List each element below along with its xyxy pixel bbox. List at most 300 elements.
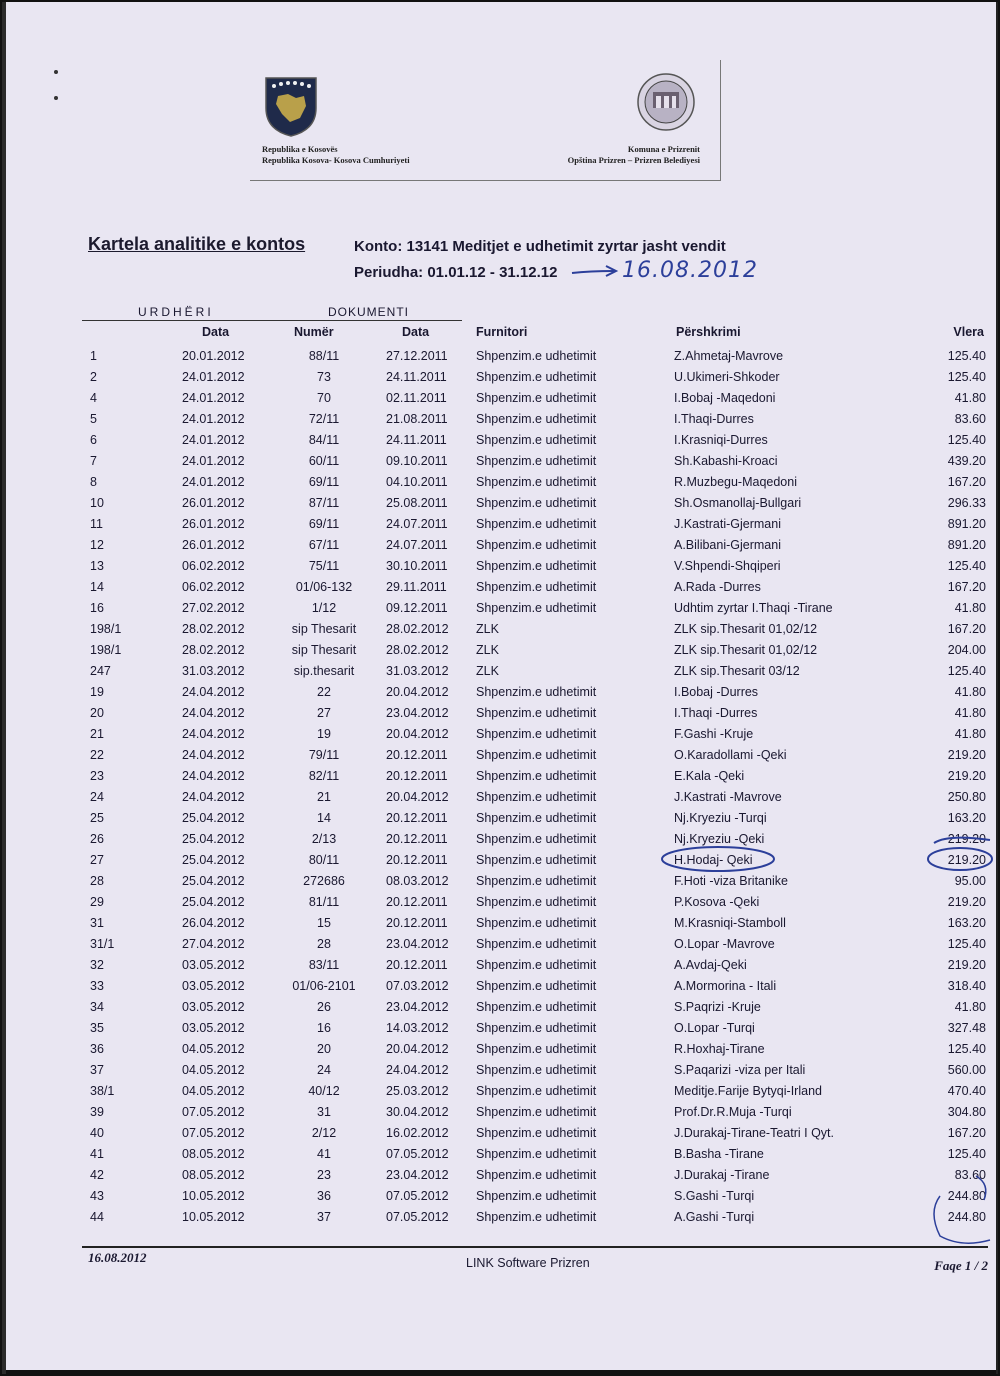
- row-description: F.Hoti -viza Britanike: [674, 874, 788, 888]
- row-supplier: Shpenzim.e udhetimit: [476, 1126, 597, 1140]
- row-doc-date: 24.07.2011: [386, 517, 448, 531]
- column-header-numer: Numër: [294, 325, 334, 339]
- row-doc-date: 28.02.2012: [386, 622, 449, 636]
- row-date: 24.04.2012: [182, 685, 245, 699]
- row-doc-number: 15: [317, 916, 331, 930]
- punch-hole: [54, 96, 58, 100]
- periudha-line: Periudha: 01.01.12 - 31.12.12: [354, 264, 558, 281]
- row-supplier: Shpenzim.e udhetimit: [476, 832, 597, 846]
- row-value: 219.20: [947, 748, 986, 762]
- row-doc-number: 1/12: [311, 601, 337, 615]
- row-description: R.Hoxhaj-Tirane: [674, 1042, 765, 1056]
- row-value: 219.20: [947, 958, 986, 972]
- row-number: 37: [90, 1063, 104, 1077]
- row-value: 219.20: [947, 853, 986, 867]
- row-supplier: ZLK: [476, 622, 499, 636]
- row-doc-date: 20.04.2012: [386, 727, 449, 741]
- row-number: 7: [90, 454, 97, 468]
- row-doc-number: 73: [317, 370, 331, 384]
- row-description: I.Krasniqi-Durres: [674, 433, 768, 447]
- row-supplier: Shpenzim.e udhetimit: [476, 433, 597, 447]
- row-doc-date: 07.05.2012: [386, 1189, 449, 1203]
- row-date: 26.01.2012: [182, 517, 245, 531]
- row-number: 4: [90, 391, 97, 405]
- row-description: J.Durakaj-Tirane-Teatri I Qyt.: [674, 1126, 834, 1140]
- row-number: 19: [90, 685, 104, 699]
- row-date: 25.04.2012: [182, 874, 245, 888]
- row-value: 125.40: [947, 1147, 986, 1161]
- row-description: M.Krasniqi-Stamboll: [674, 916, 786, 930]
- group-underline: [82, 320, 462, 321]
- row-description: Meditje.Farije Bytyqi-Irland: [674, 1084, 822, 1098]
- row-supplier: Shpenzim.e udhetimit: [476, 517, 597, 531]
- table-row: [0, 577, 1000, 598]
- row-doc-number: 60/11: [308, 454, 340, 468]
- footer-software: LINK Software Prizren: [466, 1256, 590, 1270]
- row-date: 31.03.2012: [182, 664, 245, 678]
- table-row: [0, 1144, 1000, 1165]
- row-date: 08.05.2012: [182, 1147, 245, 1161]
- column-header-vlera: Vlera: [953, 325, 984, 339]
- row-supplier: Shpenzim.e udhetimit: [476, 727, 597, 741]
- row-number: 40: [90, 1126, 104, 1140]
- row-supplier: Shpenzim.e udhetimit: [476, 958, 597, 972]
- row-description: Prof.Dr.R.Muja -Turqi: [674, 1105, 792, 1119]
- row-supplier: Shpenzim.e udhetimit: [476, 1105, 597, 1119]
- row-doc-number: 37: [317, 1210, 331, 1224]
- row-date: 25.04.2012: [182, 853, 245, 867]
- row-doc-date: 20.12.2011: [386, 769, 448, 783]
- row-value: 95.00: [954, 874, 986, 888]
- row-number: 35: [90, 1021, 104, 1035]
- row-supplier: Shpenzim.e udhetimit: [476, 937, 597, 951]
- table-row: [0, 430, 1000, 451]
- row-number: 43: [90, 1189, 104, 1203]
- row-doc-number: 87/11: [308, 496, 340, 510]
- table-row: [0, 451, 1000, 472]
- row-doc-number: sip.thesarit: [293, 664, 355, 678]
- table-row: [0, 514, 1000, 535]
- row-supplier: Shpenzim.e udhetimit: [476, 1147, 597, 1161]
- row-supplier: Shpenzim.e udhetimit: [476, 769, 597, 783]
- row-value: 41.80: [954, 1000, 986, 1014]
- row-value: 167.20: [947, 1126, 986, 1140]
- row-description: A.Rada -Durres: [674, 580, 761, 594]
- row-doc-date: 23.04.2012: [386, 937, 449, 951]
- row-date: 25.04.2012: [182, 895, 245, 909]
- row-value: 318.40: [947, 979, 986, 993]
- row-doc-date: 08.03.2012: [386, 874, 449, 888]
- row-description: J.Kastrati-Gjermani: [674, 517, 781, 531]
- row-value: 219.20: [947, 895, 986, 909]
- row-supplier: Shpenzim.e udhetimit: [476, 391, 597, 405]
- table-row: [0, 913, 1000, 934]
- row-number: 42: [90, 1168, 104, 1182]
- row-date: 08.05.2012: [182, 1168, 245, 1182]
- table-row: [0, 493, 1000, 514]
- row-doc-number: 40/12: [308, 1084, 340, 1098]
- row-doc-date: 14.03.2012: [386, 1021, 449, 1035]
- row-date: 07.05.2012: [182, 1105, 245, 1119]
- konto-line: Konto: 13141 Meditjet e udhetimit zyrtar jasht vendit: [354, 238, 726, 255]
- row-number: 10: [90, 496, 104, 510]
- row-doc-date: 16.02.2012: [386, 1126, 449, 1140]
- row-doc-number: 01/06-132: [295, 580, 353, 594]
- row-value: 125.40: [947, 559, 986, 573]
- row-doc-date: 27.12.2011: [386, 349, 448, 363]
- row-value: 125.40: [947, 937, 986, 951]
- table-row: [0, 472, 1000, 493]
- row-value: 125.40: [947, 1042, 986, 1056]
- row-supplier: Shpenzim.e udhetimit: [476, 1189, 597, 1203]
- row-doc-number: 82/11: [308, 769, 340, 783]
- row-date: 24.04.2012: [182, 769, 245, 783]
- row-date: 06.02.2012: [182, 580, 245, 594]
- row-supplier: Shpenzim.e udhetimit: [476, 748, 597, 762]
- table-row: [0, 619, 1000, 640]
- row-description: A.Bilibani-Gjermani: [674, 538, 781, 552]
- row-date: 24.01.2012: [182, 433, 245, 447]
- row-supplier: ZLK: [476, 664, 499, 678]
- row-doc-date: 24.07.2011: [386, 538, 448, 552]
- row-number: 27: [90, 853, 104, 867]
- row-supplier: Shpenzim.e udhetimit: [476, 370, 597, 384]
- row-supplier: Shpenzim.e udhetimit: [476, 895, 597, 909]
- row-doc-number: 272686: [303, 874, 345, 888]
- table-row: [0, 1123, 1000, 1144]
- row-date: 27.04.2012: [182, 937, 245, 951]
- letterhead-left: [262, 144, 410, 166]
- column-header-data: Data: [202, 325, 230, 339]
- row-supplier: Shpenzim.e udhetimit: [476, 475, 597, 489]
- row-doc-number: 19: [317, 727, 331, 741]
- letterhead-right: [520, 144, 700, 166]
- row-doc-date: 20.04.2012: [386, 790, 449, 804]
- row-number: 34: [90, 1000, 104, 1014]
- row-value: 327.48: [947, 1021, 986, 1035]
- row-description: V.Shpendi-Shqiperi: [674, 559, 781, 573]
- row-doc-number: 24: [317, 1063, 331, 1077]
- table-row: [0, 892, 1000, 913]
- row-date: 24.04.2012: [182, 790, 245, 804]
- row-doc-date: 09.12.2011: [386, 601, 448, 615]
- row-description: O.Lopar -Mavrove: [674, 937, 775, 951]
- row-description: Nj.Kryeziu -Turqi: [674, 811, 767, 825]
- row-date: 03.05.2012: [182, 958, 245, 972]
- row-supplier: Shpenzim.e udhetimit: [476, 874, 597, 888]
- row-description: ZLK sip.Thesarit 03/12: [674, 664, 800, 678]
- table-row: [0, 1081, 1000, 1102]
- row-supplier: Shpenzim.e udhetimit: [476, 1021, 597, 1035]
- letterhead-left-line2: Republika Kosova- Kosova Cumhuriyeti: [262, 155, 410, 165]
- row-doc-date: 20.12.2011: [386, 895, 448, 909]
- row-value: 125.40: [947, 370, 986, 384]
- row-value: 296.33: [947, 496, 986, 510]
- row-value: 167.20: [947, 475, 986, 489]
- row-doc-number: 16: [317, 1021, 331, 1035]
- row-value: 891.20: [947, 538, 986, 552]
- row-description: F.Gashi -Kruje: [674, 727, 754, 741]
- row-supplier: Shpenzim.e udhetimit: [476, 916, 597, 930]
- row-value: 83.60: [954, 1168, 986, 1182]
- row-description: I.Thaqi-Durres: [674, 412, 754, 426]
- row-doc-date: 21.08.2011: [386, 412, 448, 426]
- group-dokumenti: DOKUMENTI: [328, 305, 409, 319]
- row-date: 24.04.2012: [182, 727, 245, 741]
- row-description: A.Gashi -Turqi: [674, 1210, 755, 1224]
- row-doc-date: 07.03.2012: [386, 979, 449, 993]
- row-supplier: Shpenzim.e udhetimit: [476, 1063, 597, 1077]
- row-doc-number: 2/13: [311, 832, 337, 846]
- row-description: I.Bobaj -Durres: [674, 685, 759, 699]
- row-date: 03.05.2012: [182, 1000, 245, 1014]
- row-supplier: Shpenzim.e udhetimit: [476, 811, 597, 825]
- row-doc-number: 20: [317, 1042, 331, 1056]
- row-doc-number: 81/11: [308, 895, 340, 909]
- row-date: 20.01.2012: [182, 349, 245, 363]
- row-date: 28.02.2012: [182, 643, 245, 657]
- letterhead-left-line1: Republika e Kosovës: [262, 144, 338, 154]
- punch-hole: [54, 70, 58, 74]
- row-doc-number: 70: [317, 391, 331, 405]
- row-number: 29: [90, 895, 104, 909]
- row-description: S.Paqarizi -viza per Itali: [674, 1063, 806, 1077]
- row-value: 163.20: [947, 916, 986, 930]
- row-doc-number: 75/11: [308, 559, 340, 573]
- row-doc-date: 25.08.2011: [386, 496, 448, 510]
- row-value: 125.40: [947, 349, 986, 363]
- row-description: A.Avdaj-Qeki: [674, 958, 747, 972]
- row-date: 26.01.2012: [182, 538, 245, 552]
- row-supplier: Shpenzim.e udhetimit: [476, 349, 597, 363]
- row-supplier: ZLK: [476, 643, 499, 657]
- row-value: 41.80: [954, 391, 986, 405]
- row-description: Nj.Kryeziu -Qeki: [674, 832, 765, 846]
- row-number: 33: [90, 979, 104, 993]
- table-row: [0, 955, 1000, 976]
- row-description: S.Paqrizi -Kruje: [674, 1000, 761, 1014]
- table-row: [0, 1039, 1000, 1060]
- row-doc-date: 25.03.2012: [386, 1084, 449, 1098]
- row-supplier: Shpenzim.e udhetimit: [476, 1210, 597, 1224]
- row-doc-number: 23: [317, 1168, 331, 1182]
- row-number: 26: [90, 832, 104, 846]
- table-row: [0, 829, 1000, 850]
- row-date: 24.04.2012: [182, 706, 245, 720]
- row-number: 28: [90, 874, 104, 888]
- row-number: 31/1: [90, 937, 115, 951]
- row-supplier: Shpenzim.e udhetimit: [476, 454, 597, 468]
- row-doc-date: 31.03.2012: [386, 664, 449, 678]
- row-doc-number: 01/06-2101: [292, 979, 356, 993]
- row-value: 219.20: [947, 769, 986, 783]
- row-number: 16: [90, 601, 104, 615]
- row-description: R.Muzbegu-Maqedoni: [674, 475, 797, 489]
- row-date: 28.02.2012: [182, 622, 245, 636]
- row-doc-number: sip Thesarit: [291, 622, 357, 636]
- row-date: 03.05.2012: [182, 979, 245, 993]
- row-doc-date: 04.10.2011: [386, 475, 448, 489]
- row-description: S.Gashi -Turqi: [674, 1189, 755, 1203]
- table-row: [0, 808, 1000, 829]
- row-doc-number: 72/11: [308, 412, 340, 426]
- row-doc-number: 21: [317, 790, 331, 804]
- row-value: 250.80: [947, 790, 986, 804]
- row-description: B.Basha -Tirane: [674, 1147, 764, 1161]
- row-date: 24.04.2012: [182, 748, 245, 762]
- row-supplier: Shpenzim.e udhetimit: [476, 1168, 597, 1182]
- row-doc-number: 88/11: [308, 349, 340, 363]
- row-number: 198/1: [90, 643, 122, 657]
- row-supplier: Shpenzim.e udhetimit: [476, 601, 597, 615]
- table-row: [0, 556, 1000, 577]
- row-doc-number: sip Thesarit: [291, 643, 357, 657]
- row-description: J.Kastrati -Mavrove: [674, 790, 782, 804]
- row-doc-date: 24.11.2011: [386, 433, 447, 447]
- row-date: 04.05.2012: [182, 1063, 245, 1077]
- row-supplier: Shpenzim.e udhetimit: [476, 580, 597, 594]
- row-doc-date: 29.11.2011: [386, 580, 447, 594]
- row-number: 41: [90, 1147, 104, 1161]
- kosovo-coat-of-arms-icon: [262, 74, 320, 138]
- row-supplier: Shpenzim.e udhetimit: [476, 685, 597, 699]
- row-description: P.Kosova -Qeki: [674, 895, 760, 909]
- row-doc-date: 20.12.2011: [386, 748, 448, 762]
- row-value: 125.40: [947, 664, 986, 678]
- table-row: [0, 703, 1000, 724]
- row-description: H.Hodaj- Qeki: [674, 853, 753, 867]
- row-date: 03.05.2012: [182, 1021, 245, 1035]
- row-doc-number: 69/11: [308, 517, 340, 531]
- row-date: 06.02.2012: [182, 559, 245, 573]
- row-number: 6: [90, 433, 97, 447]
- row-value: 304.80: [947, 1105, 986, 1119]
- table-row: [0, 535, 1000, 556]
- row-value: 219.20: [947, 832, 986, 846]
- row-value: 470.40: [947, 1084, 986, 1098]
- row-doc-date: 28.02.2012: [386, 643, 449, 657]
- table-row: [0, 1060, 1000, 1081]
- row-number: 198/1: [90, 622, 122, 636]
- row-value: 439.20: [947, 454, 986, 468]
- row-description: Z.Ahmetaj-Mavrove: [674, 349, 784, 363]
- row-value: 167.20: [947, 580, 986, 594]
- row-number: 23: [90, 769, 104, 783]
- row-value: 125.40: [947, 433, 986, 447]
- table-row: [0, 661, 1000, 682]
- row-number: 22: [90, 748, 104, 762]
- handwritten-date: 16.08.2012: [622, 258, 758, 283]
- row-doc-number: 67/11: [308, 538, 340, 552]
- row-description: J.Durakaj -Tirane: [674, 1168, 770, 1182]
- table-row: [0, 976, 1000, 997]
- row-description: Udhtim zyrtar I.Thaqi -Tirane: [674, 601, 833, 615]
- row-description: I.Thaqi -Durres: [674, 706, 758, 720]
- table-row: [0, 1102, 1000, 1123]
- row-number: 1: [90, 349, 97, 363]
- row-date: 04.05.2012: [182, 1084, 245, 1098]
- row-value: 560.00: [947, 1063, 986, 1077]
- row-doc-number: 26: [317, 1000, 331, 1014]
- row-number: 24: [90, 790, 104, 804]
- row-doc-number: 69/11: [308, 475, 340, 489]
- table-row: [0, 346, 1000, 367]
- row-description: U.Ukimeri-Shkoder: [674, 370, 780, 384]
- row-value: 41.80: [954, 685, 986, 699]
- row-number: 20: [90, 706, 104, 720]
- row-date: 27.02.2012: [182, 601, 245, 615]
- row-date: 04.05.2012: [182, 1042, 245, 1056]
- row-supplier: Shpenzim.e udhetimit: [476, 979, 597, 993]
- row-doc-number: 31: [317, 1105, 331, 1119]
- row-doc-number: 28: [317, 937, 331, 951]
- ledger-table: [0, 346, 1000, 1228]
- table-row: [0, 871, 1000, 892]
- row-date: 24.01.2012: [182, 475, 245, 489]
- table-row: [0, 1207, 1000, 1228]
- row-doc-date: 30.04.2012: [386, 1105, 449, 1119]
- row-date: 10.05.2012: [182, 1210, 245, 1224]
- row-doc-number: 80/11: [308, 853, 340, 867]
- group-urdheri: URDHËRI: [138, 305, 214, 319]
- row-number: 247: [90, 664, 111, 678]
- handwritten-arrow-icon: [570, 262, 620, 280]
- row-doc-number: 27: [317, 706, 331, 720]
- table-row: [0, 409, 1000, 430]
- row-doc-number: 2/12: [311, 1126, 337, 1140]
- table-row: [0, 640, 1000, 661]
- row-description: ZLK sip.Thesarit 01,02/12: [674, 622, 818, 636]
- row-doc-date: 24.04.2012: [386, 1063, 449, 1077]
- column-header-data2: Data: [402, 325, 430, 339]
- row-doc-date: 20.12.2011: [386, 958, 448, 972]
- row-date: 24.01.2012: [182, 454, 245, 468]
- row-doc-date: 20.04.2012: [386, 685, 449, 699]
- row-value: 244.80: [947, 1189, 986, 1203]
- row-description: E.Kala -Qeki: [674, 769, 745, 783]
- row-supplier: Shpenzim.e udhetimit: [476, 1000, 597, 1014]
- row-date: 25.04.2012: [182, 832, 245, 846]
- table-row: [0, 367, 1000, 388]
- row-number: 14: [90, 580, 104, 594]
- row-number: 11: [90, 517, 103, 531]
- row-description: O.Lopar -Turqi: [674, 1021, 755, 1035]
- letterhead-right-line1: Komuna e Prizrenit: [627, 144, 700, 154]
- row-supplier: Shpenzim.e udhetimit: [476, 1042, 597, 1056]
- row-date: 26.01.2012: [182, 496, 245, 510]
- column-header-furnitori: Furnitori: [476, 325, 528, 339]
- row-number: 12: [90, 538, 104, 552]
- row-date: 07.05.2012: [182, 1126, 245, 1140]
- row-doc-date: 24.11.2011: [386, 370, 447, 384]
- row-number: 21: [90, 727, 104, 741]
- row-number: 31: [90, 916, 104, 930]
- row-doc-number: 84/11: [308, 433, 340, 447]
- table-row: [0, 1018, 1000, 1039]
- footer-page-number: Faqe 1 / 2: [934, 1258, 988, 1273]
- row-doc-number: 79/11: [308, 748, 340, 762]
- row-doc-date: 20.12.2011: [386, 811, 448, 825]
- row-date: 26.04.2012: [182, 916, 245, 930]
- row-doc-date: 30.10.2011: [386, 559, 448, 573]
- table-row: [0, 766, 1000, 787]
- row-number: 44: [90, 1210, 104, 1224]
- row-doc-date: 07.05.2012: [386, 1210, 449, 1224]
- row-doc-number: 36: [317, 1189, 331, 1203]
- row-supplier: Shpenzim.e udhetimit: [476, 496, 597, 510]
- row-description: Sh.Osmanollaj-Bullgari: [674, 496, 802, 510]
- row-supplier: Shpenzim.e udhetimit: [476, 412, 597, 426]
